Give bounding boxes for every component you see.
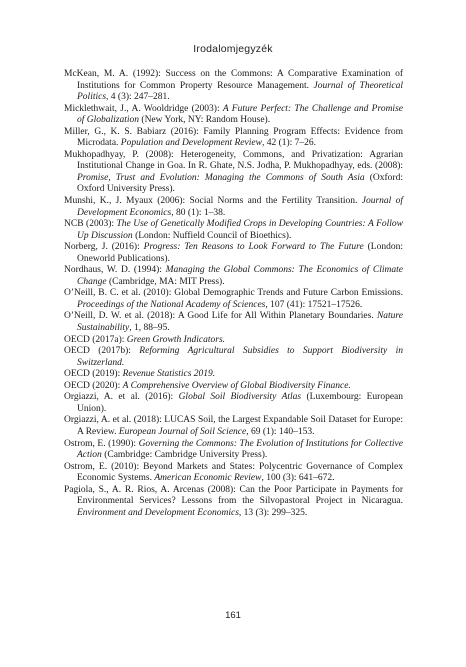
reference-title: Nature Sustainability xyxy=(77,311,403,334)
reference-entry xyxy=(64,104,403,127)
reference-text: , 13 (3): 299–325. xyxy=(238,507,308,518)
reference-title: Green Growth Indicators. xyxy=(126,334,226,345)
reference-text: , 4 (3): 247–281. xyxy=(106,92,170,103)
reference-text: O’Neill, B. C. et al. (2010): Global Demographic Trends and Future Carbon Emissions. xyxy=(64,288,403,299)
reference-title: Managing the Global Commons: The Economics of Climate Change xyxy=(77,265,403,287)
reference-text: Nordhaus, W. D. (1994): xyxy=(64,265,166,276)
reference-text: Norberg, J. (2016): xyxy=(64,242,144,253)
reference-entry xyxy=(64,346,403,369)
reference-entry xyxy=(64,369,403,381)
reference-text: (London: Nuffield Council of Bioethics). xyxy=(132,230,292,241)
reference-entry xyxy=(64,242,403,265)
reference-title: Reforming Agricultural Subsidies to Support Biodiversity in Switzerland. xyxy=(77,346,403,368)
reference-text: , 100 (3): 641–672. xyxy=(261,473,335,484)
reference-title: Journal of Theoretical Politics xyxy=(77,80,403,103)
reference-text: Miller, G., K. S. Babiarz (2016): Family Planning Program Effects: Evidence from Microdata. xyxy=(64,126,403,149)
reference-text: (New York, NY: Random House). xyxy=(139,115,271,126)
reference-entry xyxy=(64,196,403,219)
reference-title: The Use of Genetically Modified Crops in Developing Countries: A Follow Up Discussion xyxy=(77,219,404,241)
reference-entry xyxy=(64,381,403,393)
page-number: 161 xyxy=(225,610,241,621)
reference-entry xyxy=(64,462,403,485)
reference-text: Pagiola, S., A. R. Rios, A. Arcenas (2008): Can the Poor Participate in Payments for Environmental Services? Lessons from the Silvopastoral Project in Nicaragua. xyxy=(64,484,403,507)
reference-text: Orgiazzi, A. et al. (2016): xyxy=(64,392,179,403)
reference-text: Mukhopadhyay, P. (2008): Heterogeneity, Commons, and Privatization: Agrarian Institutional Change in Goa. In R. Ghate, N.S. Jodha, P. Mukhopadhyay, eds. (2008): xyxy=(64,149,403,172)
reference-entry xyxy=(64,127,403,150)
reference-title: Proceedings of the National Academy of Sciences xyxy=(77,299,266,310)
reference-text: , 69 (1): 140–153. xyxy=(246,426,315,437)
reference-text: , 42 (1): 7–26. xyxy=(261,138,317,149)
reference-entry xyxy=(64,288,403,311)
reference-title: American Economic Review xyxy=(154,473,262,484)
reference-text: Micklethwait, J., A. Wooldridge (2003): xyxy=(64,103,223,114)
reference-list xyxy=(64,69,403,519)
reference-text: OECD (2020): xyxy=(64,380,123,391)
reference-title: Promise, Trust and Evolution: Managing the Commons of South Asia xyxy=(77,172,365,183)
reference-title: Global Soil Biodiversity Atlas xyxy=(178,392,302,403)
reference-title: A Comprehensive Overview of Global Biodiversity Finance. xyxy=(122,380,351,391)
reference-text: McKean, M. A. (1992): Success on the Commons: A Comparative Examination of Institutions for Common Property Resource Management. xyxy=(64,69,403,91)
reference-title: A Future Perfect: The Challenge and Promise of Globalization xyxy=(77,103,403,126)
reference-text: NCB (2003): xyxy=(64,219,117,230)
reference-entry xyxy=(64,335,403,347)
reference-text: (Cambridge, MA: MIT Press). xyxy=(106,276,225,287)
reference-text: OECD (2017a): xyxy=(64,334,127,345)
reference-entry xyxy=(64,69,403,104)
reference-text: (Cambridge: Cambridge University Press). xyxy=(101,450,268,461)
reference-title: Population and Development Review xyxy=(120,138,262,149)
reference-title: European Journal of Soil Science xyxy=(118,426,247,437)
reference-entry xyxy=(64,415,403,438)
reference-text: , 1, 88–95. xyxy=(129,323,170,334)
reference-entry xyxy=(64,311,403,334)
reference-text: Munshi, K., J. Myaux (2006): Social Norms and the Fertility Transition. xyxy=(64,196,362,207)
reference-text: Ostrom, E. (1990): xyxy=(64,438,139,449)
reference-text: (Luxembourg: European Union). xyxy=(77,392,404,414)
reference-text: (London: Oneworld Publications). xyxy=(77,242,403,264)
reference-text: (Oxford: Oxford University Press). xyxy=(77,172,403,195)
reference-title: Revenue Statistics 2019. xyxy=(122,369,216,380)
reference-title: Progress: Ten Reasons to Look Forward to The Future xyxy=(143,242,364,253)
reference-title: Governing the Commons: The Evolution of Institutions for Collective Action xyxy=(77,438,403,461)
reference-entry xyxy=(64,392,403,415)
reference-text: OECD (2019): xyxy=(64,369,123,380)
reference-entry xyxy=(64,150,403,196)
reference-title: Environment and Development Economics xyxy=(77,507,239,518)
reference-entry xyxy=(64,439,403,462)
reference-title: Journal of Development Economics xyxy=(77,196,403,218)
reference-entry xyxy=(64,265,403,288)
reference-text: O’Neill, D. W. et al. (2018): A Good Life for All Within Planetary Boundaries. xyxy=(64,311,377,322)
running-head: Irodalomjegyzék xyxy=(193,43,273,55)
reference-text: , 80 (1): 1–38. xyxy=(171,207,226,218)
reference-text: , 107 (41): 17521–17526. xyxy=(265,299,363,310)
reference-text: OECD (2017b): xyxy=(64,346,140,357)
reference-entry xyxy=(64,485,403,520)
reference-text: Orgiazzi, A. et al. (2018): LUCAS Soil, the Largest Expandable Soil Dataset for Europe: A Review. xyxy=(64,415,403,437)
reference-entry xyxy=(64,219,403,242)
reference-text: Ostrom, E. (2010): Beyond Markets and States: Polycentric Governance of Complex Economic Systems. xyxy=(64,461,403,484)
